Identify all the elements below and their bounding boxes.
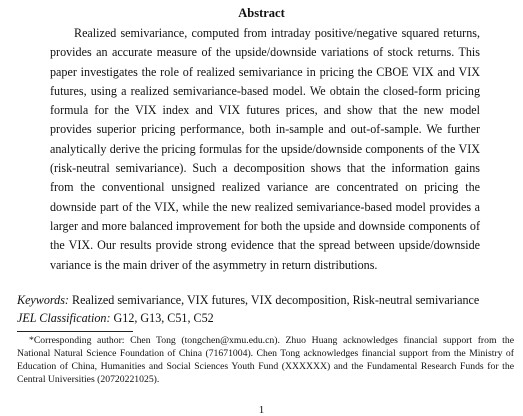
keywords-label: Keywords: — [17, 293, 69, 307]
abstract-heading: Abstract — [238, 6, 285, 20]
footnote-rule — [17, 331, 133, 332]
footnote: *Corresponding author: Chen Tong (tongchen@xmu.edu.cn). Zhuo Huang acknowledges financial support from the National Natural Science Foundation of China (71671004). Chen Tong acknowledges financial support from the Ministry of Education of China, Humanities and Social Sciences Youth Fund (XXXXXX) and the Fundamental Research Funds for the Central Universities (20720221025). — [17, 335, 514, 385]
jel-classification-line — [17, 309, 512, 327]
jel-codes: G12, G13, C51, C52 — [113, 311, 214, 325]
keywords-text: Realized semivariance, VIX futures, VIX decomposition, Risk-neutral semivariance — [72, 293, 480, 307]
page-number: 1 — [258, 404, 265, 416]
abstract-body: Realized semivariance, computed from intraday positive/negative squared returns, provides an accurate measure of the upside/downside variations of stock returns. This paper investigates the role of realized semivariance in pricing the CBOE VIX and VIX futures, using a realized semivariance-based model. We obtain the closed-form pricing formula for the VIX index and VIX futures prices, and show that the new model provides superior pricing performance, both in-sample and out-of-sample. We further analytically derive the pricing formulas for the upside/downside components of the VIX (risk-neutral semivariance). Such a decomposition shows that the information gains from the conventional unsigned realized variance are concentrated on pricing the downside part of the VIX, while the new realized semivariance-based model provides a larger and more balanced improvement for both the upside and downside components of the VIX. Our results provide strong evidence that the spread between upside/downside variance is the main driver of the asymmetry in return distributions. — [50, 26, 480, 272]
keywords-line — [17, 291, 512, 309]
jel-label: JEL Classification: — [17, 311, 111, 325]
